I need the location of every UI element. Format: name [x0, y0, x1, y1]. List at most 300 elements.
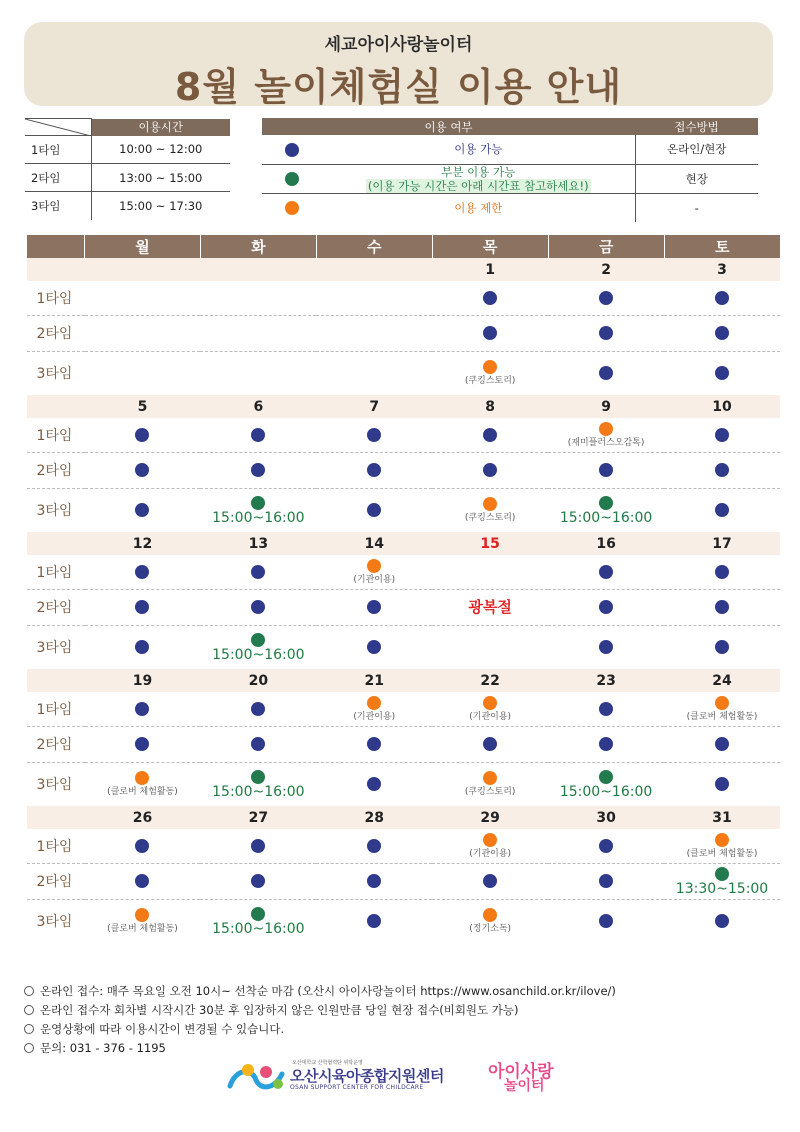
- slot-row: [27, 351, 781, 395]
- page-header: [24, 22, 773, 109]
- schedule-cell: [85, 452, 201, 488]
- slot-row-label: 2타임: [27, 589, 85, 625]
- date-cell: 14: [316, 532, 432, 555]
- slot-row-label: 1타임: [27, 555, 85, 589]
- schedule-cell: [548, 488, 664, 532]
- blue-dot-icon: [715, 291, 729, 305]
- date-cell: 1: [432, 258, 548, 281]
- schedule-cell: [548, 418, 664, 452]
- schedule-cell: [548, 625, 664, 669]
- blue-dot-icon: [367, 737, 381, 751]
- schedule-cell: [316, 899, 432, 943]
- blue-dot-icon: [251, 874, 265, 888]
- slot-time: 13:00 ~ 15:00: [91, 164, 230, 192]
- slot-row-label: 2타임: [27, 315, 85, 351]
- date-cell: 17: [664, 532, 780, 555]
- date-cell: 19: [85, 669, 201, 692]
- day-header: 토: [664, 235, 780, 258]
- schedule-cell: [316, 762, 432, 806]
- slot-row: [27, 281, 781, 315]
- slot-row-label: 3타임: [36, 914, 73, 931]
- date-cell: 21: [316, 669, 432, 692]
- slot-row: [27, 863, 781, 899]
- date-cell: 5: [85, 395, 201, 418]
- date-cell: [200, 258, 316, 281]
- schedule-cell: [85, 488, 201, 532]
- slot-row: [27, 726, 781, 762]
- slot-label: 1타임: [25, 136, 91, 164]
- schedule-cell: [664, 692, 780, 726]
- date-cell: [85, 258, 201, 281]
- schedule-cell: [85, 589, 201, 625]
- date-row: [27, 806, 781, 829]
- schedule-cell: [316, 452, 432, 488]
- date-row: [27, 669, 781, 692]
- slot-row: [27, 315, 781, 351]
- date-cell: 29: [432, 806, 548, 829]
- schedule-cell: [432, 589, 548, 625]
- schedule-cell: [85, 418, 201, 452]
- date-cell: 26: [85, 806, 201, 829]
- note-item: 문의: 031 - 376 - 1195: [24, 1039, 616, 1058]
- schedule-cell: [664, 726, 780, 762]
- playground-logo-line2: 놀이터: [504, 1078, 545, 1094]
- time-slot-table: [25, 118, 230, 220]
- blue-dot-icon: [483, 291, 497, 305]
- slot-row-label: 3타임: [36, 366, 73, 383]
- blue-dot-icon: [599, 366, 613, 380]
- schedule-cell: [85, 625, 201, 669]
- slot-row-label: 1타임: [27, 281, 85, 315]
- blue-dot-icon: [483, 428, 497, 442]
- partial-time: 15:00~16:00: [212, 646, 305, 663]
- slot-row: [27, 692, 781, 726]
- blue-dot-icon: [715, 326, 729, 340]
- orange-dot-icon: [715, 833, 729, 847]
- blue-dot-icon: [599, 874, 613, 888]
- blue-dot-icon: [251, 428, 265, 442]
- partial-time: 15:00~16:00: [559, 783, 653, 800]
- date-row: [27, 532, 781, 555]
- schedule-cell: [664, 488, 780, 532]
- orange-dot-icon: [483, 908, 497, 922]
- schedule-cell: [432, 762, 548, 806]
- playground-logo-line1: 아이사랑: [488, 1062, 554, 1082]
- day-header: 월: [85, 235, 201, 258]
- schedule-cell: [200, 488, 316, 532]
- center-name-english: OSAN SUPPORT CENTER FOR CHILDCARE: [290, 1084, 424, 1091]
- blue-dot-icon: [251, 463, 265, 477]
- orange-dot-icon: [599, 422, 613, 436]
- partial-time: 15:00~16:00: [212, 509, 305, 526]
- schedule-cell: [664, 589, 780, 625]
- green-dot-icon: [251, 770, 265, 784]
- slot-row: [27, 418, 781, 452]
- schedule-cell: [85, 863, 201, 899]
- notes: [24, 982, 616, 1058]
- date-cell: 22: [432, 669, 548, 692]
- cell-note: (기관이용): [469, 848, 512, 859]
- blue-dot-icon: [715, 777, 729, 791]
- day-header: 수: [316, 235, 432, 258]
- legend-method-header: 접수방법: [635, 118, 758, 135]
- center-name: 오산시육아종합지원센터: [290, 1067, 444, 1085]
- green-dot-icon: [251, 496, 265, 510]
- schedule-cell: [316, 315, 432, 351]
- schedule-cell: [432, 899, 548, 943]
- blue-dot-icon: [715, 565, 729, 579]
- blue-dot-icon: [251, 600, 265, 614]
- blue-dot-icon: [715, 366, 729, 380]
- blue-dot-icon: [599, 291, 613, 305]
- schedule-cell: [200, 452, 316, 488]
- blue-dot-icon: [135, 565, 149, 579]
- legend-available: 이용 가능: [322, 135, 635, 164]
- cell-note: (기관이용): [353, 574, 396, 585]
- blue-dot-icon: [135, 463, 149, 477]
- date-row: [27, 258, 781, 281]
- ilove-playground-logo: [488, 1055, 588, 1095]
- page-subtitle: 세교아이사랑놀이터: [324, 35, 473, 55]
- available-dot-icon: [285, 143, 299, 157]
- schedule-cell: [548, 692, 664, 726]
- schedule-cell: [548, 315, 664, 351]
- slot-row: [27, 488, 781, 532]
- schedule-cell: [664, 625, 780, 669]
- blue-dot-icon: [367, 777, 381, 791]
- page-title: 8월 놀이체험실 이용 안내: [174, 65, 623, 109]
- schedule-cell: [432, 488, 548, 532]
- cell-note: (클로버 체험활동): [107, 787, 178, 798]
- cell-note: (쿠킹스토리): [464, 513, 516, 524]
- schedule-cell: [664, 829, 780, 863]
- date-cell: 8: [432, 395, 548, 418]
- circle-bullet-icon: [24, 1024, 34, 1034]
- schedule-cell: [200, 863, 316, 899]
- blue-dot-icon: [599, 463, 613, 477]
- blue-dot-icon: [367, 839, 381, 853]
- day-header: 목: [432, 235, 548, 258]
- blue-dot-icon: [599, 640, 613, 654]
- partial-time: 15:00~16:00: [559, 509, 653, 526]
- schedule-cell: [316, 488, 432, 532]
- circle-bullet-icon: [24, 1005, 34, 1015]
- legend-usage-header: 이용 여부: [262, 118, 635, 135]
- schedule-cell: [664, 281, 780, 315]
- cell-note: (클로버 체험활동): [686, 848, 758, 859]
- schedule-cell: [432, 863, 548, 899]
- schedule-cell: [432, 829, 548, 863]
- schedule-cell: [548, 726, 664, 762]
- green-dot-icon: [251, 633, 265, 647]
- slot-row-label: 3타임: [36, 503, 73, 520]
- slot-row: [27, 829, 781, 863]
- day-header: 금: [548, 235, 664, 258]
- date-cell: 23: [548, 669, 664, 692]
- center-tagline: 오산대학교 산학협력단 위탁운영: [292, 1060, 363, 1066]
- blue-dot-icon: [251, 565, 265, 579]
- schedule-cell: [200, 899, 316, 943]
- green-dot-icon: [599, 770, 613, 784]
- date-cell: 15: [432, 532, 548, 555]
- cell-note: (기관이용): [353, 711, 396, 722]
- schedule-cell: [664, 555, 780, 589]
- schedule-cell: [432, 315, 548, 351]
- blue-dot-icon: [251, 737, 265, 751]
- blue-dot-icon: [599, 839, 613, 853]
- blue-dot-icon: [135, 702, 149, 716]
- cell-note: (쿠킹스토리): [464, 376, 516, 387]
- blue-dot-icon: [135, 874, 149, 888]
- corner-cell: [25, 119, 91, 136]
- restricted-dot-icon: [285, 201, 299, 215]
- date-cell: 16: [548, 532, 664, 555]
- schedule-cell: [200, 418, 316, 452]
- date-cell: 24: [664, 669, 780, 692]
- schedule-cell: [85, 899, 201, 943]
- schedule-cell: [664, 863, 780, 899]
- blue-dot-icon: [483, 326, 497, 340]
- blue-dot-icon: [483, 463, 497, 477]
- schedule-cell: [432, 452, 548, 488]
- note-item: 온라인 접수: 매주 목요일 오전 10시~ 선착순 마감 (오산시 아이사랑놀이터 https://www.osanchild.or.kr/ilove/): [24, 982, 616, 1001]
- schedule-cell: [200, 351, 316, 395]
- blue-dot-icon: [715, 503, 729, 517]
- legend-method: -: [635, 193, 758, 222]
- schedule-cell: [200, 829, 316, 863]
- slot-row-label: 3타임: [36, 777, 73, 794]
- date-row: [27, 395, 781, 418]
- orange-dot-icon: [367, 696, 381, 710]
- day-header: 화: [200, 235, 316, 258]
- orange-dot-icon: [135, 908, 149, 922]
- partial-time: 15:00~16:00: [212, 920, 305, 937]
- schedule-cell: [200, 589, 316, 625]
- note-item: 운영상황에 따라 이용시간이 변경될 수 있습니다.: [24, 1020, 616, 1039]
- schedule-cell: [85, 726, 201, 762]
- legend-method: 현장: [635, 164, 758, 193]
- blue-dot-icon: [367, 914, 381, 928]
- date-cell: 9: [548, 395, 664, 418]
- date-cell: 3: [664, 258, 780, 281]
- date-cell: 7: [316, 395, 432, 418]
- schedule-cell: [664, 899, 780, 943]
- schedule-cell: [664, 418, 780, 452]
- circle-bullet-icon: [24, 1043, 34, 1053]
- cell-note: (클로버 체험활동): [686, 711, 758, 722]
- orange-dot-icon: [135, 771, 149, 785]
- schedule-cell: [85, 281, 201, 315]
- green-dot-icon: [599, 496, 613, 510]
- schedule-cell: [548, 351, 664, 395]
- blue-dot-icon: [715, 737, 729, 751]
- diagonal-line-icon: [25, 119, 91, 136]
- blue-dot-icon: [715, 428, 729, 442]
- schedule-cell: [316, 351, 432, 395]
- blue-dot-icon: [367, 640, 381, 654]
- schedule-cell: [548, 762, 664, 806]
- schedule-cell: [432, 351, 548, 395]
- slot-row: [27, 899, 781, 943]
- blue-dot-icon: [599, 326, 613, 340]
- schedule-cell: [664, 315, 780, 351]
- time-header: 이용시간: [91, 119, 230, 136]
- blue-dot-icon: [483, 874, 497, 888]
- date-cell: 13: [200, 532, 316, 555]
- date-cell: 10: [664, 395, 780, 418]
- schedule-cell: [85, 829, 201, 863]
- slot-row-label: 3타임: [36, 640, 73, 657]
- blue-dot-icon: [599, 702, 613, 716]
- date-cell: 28: [316, 806, 432, 829]
- schedule-cell: [316, 589, 432, 625]
- schedule-cell: [316, 625, 432, 669]
- circle-bullet-icon: [24, 986, 34, 996]
- schedule-cell: [200, 625, 316, 669]
- blue-dot-icon: [135, 640, 149, 654]
- legend-partial-note: (이용 가능 시간은 아래 시간표 참고하세요!): [367, 178, 589, 193]
- date-cell: 12: [85, 532, 201, 555]
- orange-dot-icon: [715, 696, 729, 710]
- schedule-cell: [200, 281, 316, 315]
- cell-note: (정기소독): [469, 924, 512, 935]
- schedule-cell: [200, 762, 316, 806]
- blue-dot-icon: [367, 600, 381, 614]
- green-dot-icon: [715, 867, 729, 881]
- date-cell: 20: [200, 669, 316, 692]
- schedule-cell: [85, 762, 201, 806]
- slot-row: [27, 589, 781, 625]
- schedule-cell: [548, 452, 664, 488]
- schedule-cell: [316, 863, 432, 899]
- schedule-cell: [316, 281, 432, 315]
- cell-note: (클로버 체험활동): [107, 924, 178, 935]
- schedule-cell: [432, 692, 548, 726]
- schedule-cell: [432, 281, 548, 315]
- calendar-corner: [27, 235, 85, 258]
- calendar-table: [26, 235, 780, 943]
- schedule-cell: [316, 829, 432, 863]
- legend-method: 온라인/현장: [635, 135, 758, 164]
- schedule-cell: [200, 315, 316, 351]
- note-item: 온라인 접수자 회차별 시작시간 30분 후 입장하지 않은 인원만큼 당일 현장 접수(비회원도 가능): [24, 1001, 616, 1020]
- schedule-cell: [664, 452, 780, 488]
- schedule-cell: [85, 555, 201, 589]
- schedule-cell: [200, 692, 316, 726]
- schedule-cell: [85, 351, 201, 395]
- orange-dot-icon: [367, 559, 381, 573]
- slot-row: [27, 555, 781, 589]
- schedule-cell: [316, 726, 432, 762]
- slot-label: 2타임: [25, 164, 91, 192]
- blue-dot-icon: [367, 503, 381, 517]
- orange-dot-icon: [483, 696, 497, 710]
- slot-row: [27, 452, 781, 488]
- blue-dot-icon: [367, 463, 381, 477]
- date-cell: 30: [548, 806, 664, 829]
- schedule-cell: [548, 829, 664, 863]
- date-cell: 31: [664, 806, 780, 829]
- cell-note: (재미플러스오감톡): [567, 437, 645, 448]
- blue-dot-icon: [367, 874, 381, 888]
- date-cell: 2: [548, 258, 664, 281]
- blue-dot-icon: [599, 600, 613, 614]
- date-cell: 6: [200, 395, 316, 418]
- slot-row-label: 2타임: [27, 726, 85, 762]
- blue-dot-icon: [251, 839, 265, 853]
- schedule-cell: [432, 726, 548, 762]
- cell-note: (쿠킹스토리): [464, 787, 516, 798]
- blue-dot-icon: [135, 428, 149, 442]
- partial-time: 15:00~16:00: [212, 783, 305, 800]
- schedule-cell: [432, 625, 548, 669]
- orange-dot-icon: [483, 497, 497, 511]
- legend-partial-text: 부분 이용 가능: [441, 164, 516, 179]
- blue-dot-icon: [715, 463, 729, 477]
- partial-dot-icon: [285, 172, 299, 186]
- schedule-cell: [200, 726, 316, 762]
- legend-partial: [322, 164, 635, 193]
- blue-dot-icon: [135, 839, 149, 853]
- slot-row: [27, 762, 781, 806]
- partial-time: 13:30~15:00: [675, 880, 769, 897]
- orange-dot-icon: [483, 360, 497, 374]
- blue-dot-icon: [483, 737, 497, 751]
- green-dot-icon: [251, 907, 265, 921]
- schedule-cell: [548, 899, 664, 943]
- schedule-cell: [85, 315, 201, 351]
- schedule-cell: [316, 418, 432, 452]
- cell-note: (기관이용): [469, 711, 512, 722]
- blue-dot-icon: [599, 914, 613, 928]
- slot-row-label: 2타임: [27, 452, 85, 488]
- schedule-cell: [548, 589, 664, 625]
- blue-dot-icon: [599, 565, 613, 579]
- blue-dot-icon: [715, 600, 729, 614]
- slot-time: 15:00 ~ 17:30: [119, 198, 203, 213]
- slot-row-label: 1타임: [27, 692, 85, 726]
- schedule-cell: [548, 863, 664, 899]
- blue-dot-icon: [715, 914, 729, 928]
- blue-dot-icon: [135, 737, 149, 751]
- blue-dot-icon: [135, 600, 149, 614]
- schedule-cell: [432, 418, 548, 452]
- slot-row-label: 1타임: [27, 418, 85, 452]
- slot-row-label: 2타임: [27, 863, 85, 899]
- legend-table: [262, 118, 758, 222]
- slot-label: 3타임: [25, 192, 91, 220]
- schedule-cell: [316, 555, 432, 589]
- blue-dot-icon: [367, 428, 381, 442]
- orange-dot-icon: [483, 833, 497, 847]
- schedule-cell: [85, 692, 201, 726]
- legend-restricted: 이용 제한: [454, 200, 503, 215]
- date-cell: [316, 258, 432, 281]
- orange-dot-icon: [483, 771, 497, 785]
- blue-dot-icon: [715, 640, 729, 654]
- slot-row-label: 1타임: [27, 829, 85, 863]
- osan-support-center-logo: [226, 1058, 476, 1094]
- schedule-cell: [664, 762, 780, 806]
- schedule-cell: [200, 555, 316, 589]
- schedule-cell: [548, 281, 664, 315]
- blue-dot-icon: [599, 737, 613, 751]
- blue-dot-icon: [135, 503, 149, 517]
- blue-dot-icon: [251, 702, 265, 716]
- schedule-cell: [664, 351, 780, 395]
- schedule-cell: [548, 555, 664, 589]
- schedule-cell: [432, 555, 548, 589]
